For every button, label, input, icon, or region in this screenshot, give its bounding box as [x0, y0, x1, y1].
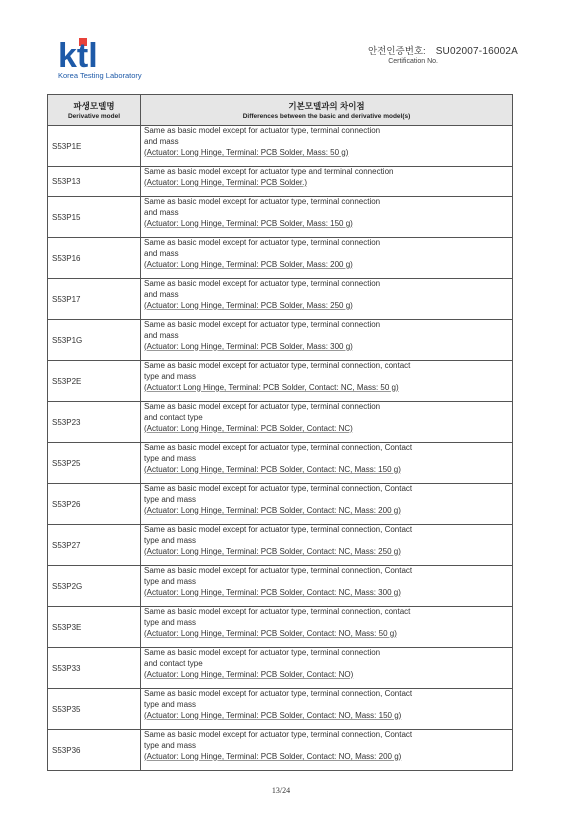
header-col1-en: Derivative model [67, 113, 121, 120]
difference-line: type and mass [144, 576, 197, 586]
table-row [48, 525, 513, 566]
model-name-cell: S53P1G [48, 320, 141, 361]
difference-line: Same as basic model except for actuator type, terminal connection, Contact [144, 525, 413, 534]
header-col1-ko: 파생모델명 [73, 101, 115, 111]
table-row [48, 238, 513, 279]
difference-line: and mass [144, 248, 179, 258]
model-name-cell: S53P26 [48, 484, 141, 525]
difference-line: (Actuator: Long Hinge, Terminal: PCB Solder, Contact: NO) [144, 669, 354, 679]
difference-line: and mass [144, 330, 179, 340]
table-row [48, 402, 513, 443]
model-name-cell: S53P2G [48, 566, 141, 607]
table-row [48, 361, 513, 402]
difference-line: Same as basic model except for actuator type, terminal connection [144, 238, 381, 247]
difference-cell [141, 607, 513, 648]
difference-line: Same as basic model except for actuator type, terminal connection [144, 402, 381, 411]
certification-block [368, 43, 518, 65]
table-header-row [48, 95, 513, 126]
difference-cell [141, 566, 513, 607]
table-row [48, 443, 513, 484]
difference-cell [141, 525, 513, 566]
derivative-model-table [47, 94, 513, 771]
difference-line: Same as basic model except for actuator type, terminal connection, contact [144, 361, 411, 370]
difference-line: Same as basic model except for actuator type, terminal connection [144, 320, 381, 329]
difference-line: type and mass [144, 535, 197, 545]
difference-line: type and mass [144, 371, 197, 381]
cert-label-en: Certification No. [388, 58, 438, 65]
difference-line: (Actuator: Long Hinge, Terminal: PCB Solder.) [144, 177, 308, 187]
difference-line: Same as basic model except for actuator type, terminal connection, Contact [144, 566, 413, 575]
difference-line: (Actuator: Long Hinge, Terminal: PCB Solder, Contact: NC, Mass: 300 g) [144, 587, 401, 597]
model-name-cell: S53P27 [48, 525, 141, 566]
difference-line: (Actuator: Long Hinge, Terminal: PCB Solder, Mass: 300 g) [144, 341, 353, 351]
model-name-cell: S53P16 [48, 238, 141, 279]
table-row [48, 320, 513, 361]
difference-cell [141, 320, 513, 361]
difference-cell [141, 279, 513, 320]
table-row [48, 566, 513, 607]
header-col2-ko: 기본모델과의 차이점 [288, 101, 365, 111]
table-row [48, 689, 513, 730]
difference-cell [141, 484, 513, 525]
difference-line: Same as basic model except for actuator type, terminal connection, Contact [144, 730, 413, 739]
table-row [48, 607, 513, 648]
table-row [48, 648, 513, 689]
difference-line: (Actuator: Long Hinge, Terminal: PCB Solder, Contact: NO, Mass: 200 g) [144, 751, 402, 761]
model-name-cell: S53P23 [48, 402, 141, 443]
model-name-cell: S53P15 [48, 197, 141, 238]
model-name-cell: S53P17 [48, 279, 141, 320]
difference-cell [141, 689, 513, 730]
difference-line: type and mass [144, 699, 197, 709]
table-row [48, 126, 513, 167]
difference-line: and contact type [144, 412, 203, 422]
table-row [48, 484, 513, 525]
difference-line: (Actuator: Long Hinge, Terminal: PCB Solder, Mass: 200 g) [144, 259, 353, 269]
table-row [48, 730, 513, 771]
difference-line: Same as basic model except for actuator type, terminal connection, Contact [144, 484, 413, 493]
table-row [48, 167, 513, 197]
page-number: 13/24 [271, 786, 291, 795]
model-name-cell: S53P33 [48, 648, 141, 689]
cert-label-ko: 안전인증번호: [367, 46, 426, 57]
table-row [48, 197, 513, 238]
difference-line: (Actuator: Long Hinge, Terminal: PCB Solder, Mass: 50 g) [144, 147, 349, 157]
model-name-cell: S53P35 [48, 689, 141, 730]
difference-line: Same as basic model except for actuator type, terminal connection [144, 279, 381, 288]
difference-line: Same as basic model except for actuator type, terminal connection, Contact [144, 443, 413, 452]
model-name-cell: S53P1E [48, 126, 141, 167]
difference-line: and mass [144, 136, 179, 146]
difference-line: (Actuator: Long Hinge, Terminal: PCB Solder, Mass: 250 g) [144, 300, 353, 310]
difference-line: Same as basic model except for actuator type, terminal connection, contact [144, 607, 411, 616]
difference-cell [141, 197, 513, 238]
model-name-cell: S53P3E [48, 607, 141, 648]
header-differences [141, 95, 513, 126]
ktl-logo-mark [58, 36, 118, 70]
difference-line: type and mass [144, 740, 197, 750]
difference-line: Same as basic model except for actuator type, terminal connection, Contact [144, 689, 413, 698]
difference-cell [141, 126, 513, 167]
difference-line: type and mass [144, 617, 197, 627]
difference-line: Same as basic model except for actuator type, terminal connection [144, 197, 381, 206]
difference-line: (Actuator:t Long Hinge, Terminal: PCB Solder, Contact: NC, Mass: 50 g) [144, 382, 399, 392]
difference-line: and mass [144, 289, 179, 299]
header-derivative-model [48, 95, 141, 126]
difference-line: and contact type [144, 658, 203, 668]
difference-line: (Actuator: Long Hinge, Terminal: PCB Solder, Contact: NC) [144, 423, 353, 433]
difference-cell [141, 361, 513, 402]
difference-cell [141, 648, 513, 689]
model-name-cell: S53P13 [48, 167, 141, 197]
svg-text:ktl: ktl [58, 37, 98, 70]
model-name-cell: S53P36 [48, 730, 141, 771]
difference-line: Same as basic model except for actuator type, terminal connection [144, 648, 381, 657]
difference-line: (Actuator: Long Hinge, Terminal: PCB Solder, Contact: NO, Mass: 50 g) [144, 628, 397, 638]
difference-cell [141, 167, 513, 197]
difference-line: (Actuator: Long Hinge, Terminal: PCB Solder, Contact: NC, Mass: 250 g) [144, 546, 401, 556]
difference-cell [141, 730, 513, 771]
difference-line: (Actuator: Long Hinge, Terminal: PCB Solder, Contact: NC, Mass: 150 g) [144, 464, 401, 474]
difference-line: (Actuator: Long Hinge, Terminal: PCB Solder, Mass: 150 g) [144, 218, 353, 228]
difference-line: type and mass [144, 453, 197, 463]
difference-cell [141, 238, 513, 279]
difference-line: (Actuator: Long Hinge, Terminal: PCB Solder, Contact: NC, Mass: 200 g) [144, 505, 401, 515]
difference-line: Same as basic model except for actuator type, terminal connection [144, 126, 381, 135]
header-col2-en: Differences between the basic and derivative model(s) [242, 113, 411, 120]
model-name-cell: S53P25 [48, 443, 141, 484]
difference-cell [141, 443, 513, 484]
difference-cell [141, 402, 513, 443]
difference-line: (Actuator: Long Hinge, Terminal: PCB Solder, Contact: NO, Mass: 150 g) [144, 710, 402, 720]
difference-line: type and mass [144, 494, 197, 504]
difference-line: Same as basic model except for actuator type and terminal connection [144, 167, 394, 176]
difference-line: and mass [144, 207, 179, 217]
logo-subtitle: Korea Testing Laboratory [58, 71, 142, 80]
cert-number: SU02007-16002A [435, 46, 518, 57]
table-row [48, 279, 513, 320]
model-name-cell: S53P2E [48, 361, 141, 402]
